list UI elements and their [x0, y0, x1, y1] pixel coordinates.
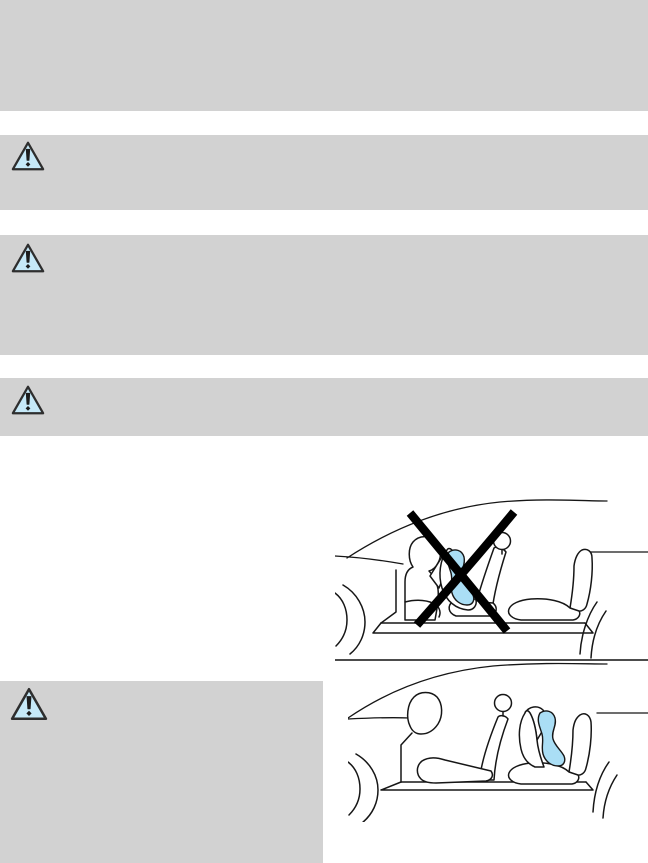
warning-triangle-icon [11, 241, 45, 275]
text-block-top [0, 0, 648, 111]
warning-box-4 [0, 681, 323, 863]
figure-childseat-rear-seat-correct [348, 662, 648, 822]
warning-box-3 [0, 378, 648, 436]
figure-childseat-front-seat-prohibited [335, 490, 648, 662]
warning-box-2 [0, 235, 648, 355]
warning-triangle-icon [11, 383, 45, 417]
warning-box-1 [0, 135, 648, 210]
warning-triangle-icon [10, 686, 48, 722]
warning-triangle-icon [11, 139, 45, 173]
